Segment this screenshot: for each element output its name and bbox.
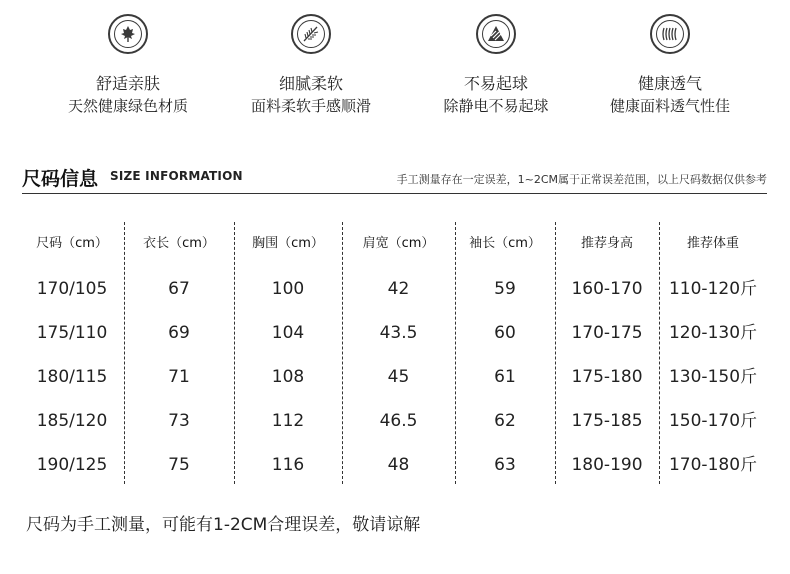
table-cell: 48 bbox=[387, 455, 410, 475]
table-row bbox=[22, 443, 767, 487]
table-cell: 180-190 bbox=[571, 455, 643, 475]
table-cell: 59 bbox=[494, 279, 516, 299]
feature-subtitle: 除静电不易起球 bbox=[443, 97, 549, 115]
feature-softness bbox=[211, 14, 411, 116]
table-cell: 63 bbox=[494, 455, 516, 475]
table-cell: 69 bbox=[168, 323, 190, 343]
feature-strip bbox=[0, 14, 790, 126]
table-cell: 150-170斤 bbox=[668, 411, 758, 431]
anti-pilling-icon bbox=[476, 14, 516, 54]
table-cell: 185/120 bbox=[36, 411, 108, 431]
feature-title: 舒适亲肤 bbox=[95, 74, 160, 93]
leaf-icon bbox=[108, 14, 148, 54]
feature-title: 不易起球 bbox=[463, 74, 528, 93]
table-cell: 67 bbox=[168, 279, 190, 299]
table-cell: 175-185 bbox=[571, 411, 643, 431]
table-cell: 180/115 bbox=[36, 367, 108, 387]
table-cell: 46.5 bbox=[379, 411, 418, 431]
table-cell: 71 bbox=[168, 367, 190, 387]
table-header-cell: 胸围（cm） bbox=[252, 236, 324, 251]
table-header-cell: 衣长（cm） bbox=[143, 236, 215, 251]
table-cell: 175/110 bbox=[36, 323, 108, 343]
feature-title: 细腻柔软 bbox=[278, 74, 343, 93]
feature-anti-pilling bbox=[396, 14, 596, 116]
feature-title: 健康透气 bbox=[637, 74, 702, 93]
table-cell: 108 bbox=[271, 367, 305, 387]
table-cell: 112 bbox=[271, 411, 305, 431]
table-header-cell: 推荐身高 bbox=[580, 236, 633, 251]
feature-comfort bbox=[28, 14, 228, 116]
table-cell: 43.5 bbox=[379, 323, 418, 343]
feature-subtitle: 健康面料透气性佳 bbox=[609, 97, 730, 115]
table-cell: 170-175 bbox=[571, 323, 643, 343]
section-subtitle: SIZE INFORMATION bbox=[110, 169, 243, 183]
table-cell: 73 bbox=[168, 411, 190, 431]
table-cell: 104 bbox=[271, 323, 305, 343]
table-header-cell: 尺码（cm） bbox=[36, 236, 108, 251]
table-cell: 190/125 bbox=[36, 455, 108, 475]
table-cell: 62 bbox=[494, 411, 516, 431]
table-row bbox=[22, 355, 767, 399]
table-cell: 60 bbox=[494, 323, 516, 343]
feature-subtitle: 天然健康绿色材质 bbox=[67, 97, 188, 115]
section-title: 尺码信息 bbox=[22, 168, 99, 190]
table-row bbox=[22, 399, 767, 443]
table-cell: 61 bbox=[494, 367, 516, 387]
table-cell: 116 bbox=[271, 455, 305, 475]
table-cell: 160-170 bbox=[571, 279, 643, 299]
table-cell: 42 bbox=[387, 279, 410, 299]
table-header-cell: 袖长（cm） bbox=[469, 236, 541, 251]
feather-icon bbox=[291, 14, 331, 54]
table-cell: 100 bbox=[271, 279, 305, 299]
table-row bbox=[22, 267, 767, 311]
table-header-cell: 推荐体重 bbox=[686, 236, 739, 251]
section-divider bbox=[22, 193, 767, 194]
table-header-row bbox=[22, 222, 767, 266]
table-cell: 170/105 bbox=[36, 279, 108, 299]
table-cell: 75 bbox=[168, 455, 190, 475]
table-cell: 110-120斤 bbox=[668, 279, 758, 299]
table-cell: 170-180斤 bbox=[668, 455, 758, 475]
measurement-note: 手工测量存在一定误差，1~2CM属于正常误差范围，以上尺码数据仅供参考 bbox=[396, 173, 767, 186]
breathable-icon bbox=[650, 14, 690, 54]
size-disclaimer: 尺码为手工测量，可能有1-2CM合理误差，敬请谅解 bbox=[26, 515, 421, 535]
table-cell: 175-180 bbox=[571, 367, 643, 387]
table-row bbox=[22, 311, 767, 355]
section-header bbox=[22, 164, 767, 194]
feature-subtitle: 面料柔软手感顺滑 bbox=[250, 97, 371, 115]
table-cell: 120-130斤 bbox=[668, 323, 758, 343]
feature-breathable bbox=[570, 14, 770, 116]
size-table bbox=[22, 222, 767, 490]
table-cell: 45 bbox=[387, 367, 410, 387]
table-header-cell: 肩宽（cm） bbox=[362, 236, 435, 251]
table-cell: 130-150斤 bbox=[668, 367, 758, 387]
